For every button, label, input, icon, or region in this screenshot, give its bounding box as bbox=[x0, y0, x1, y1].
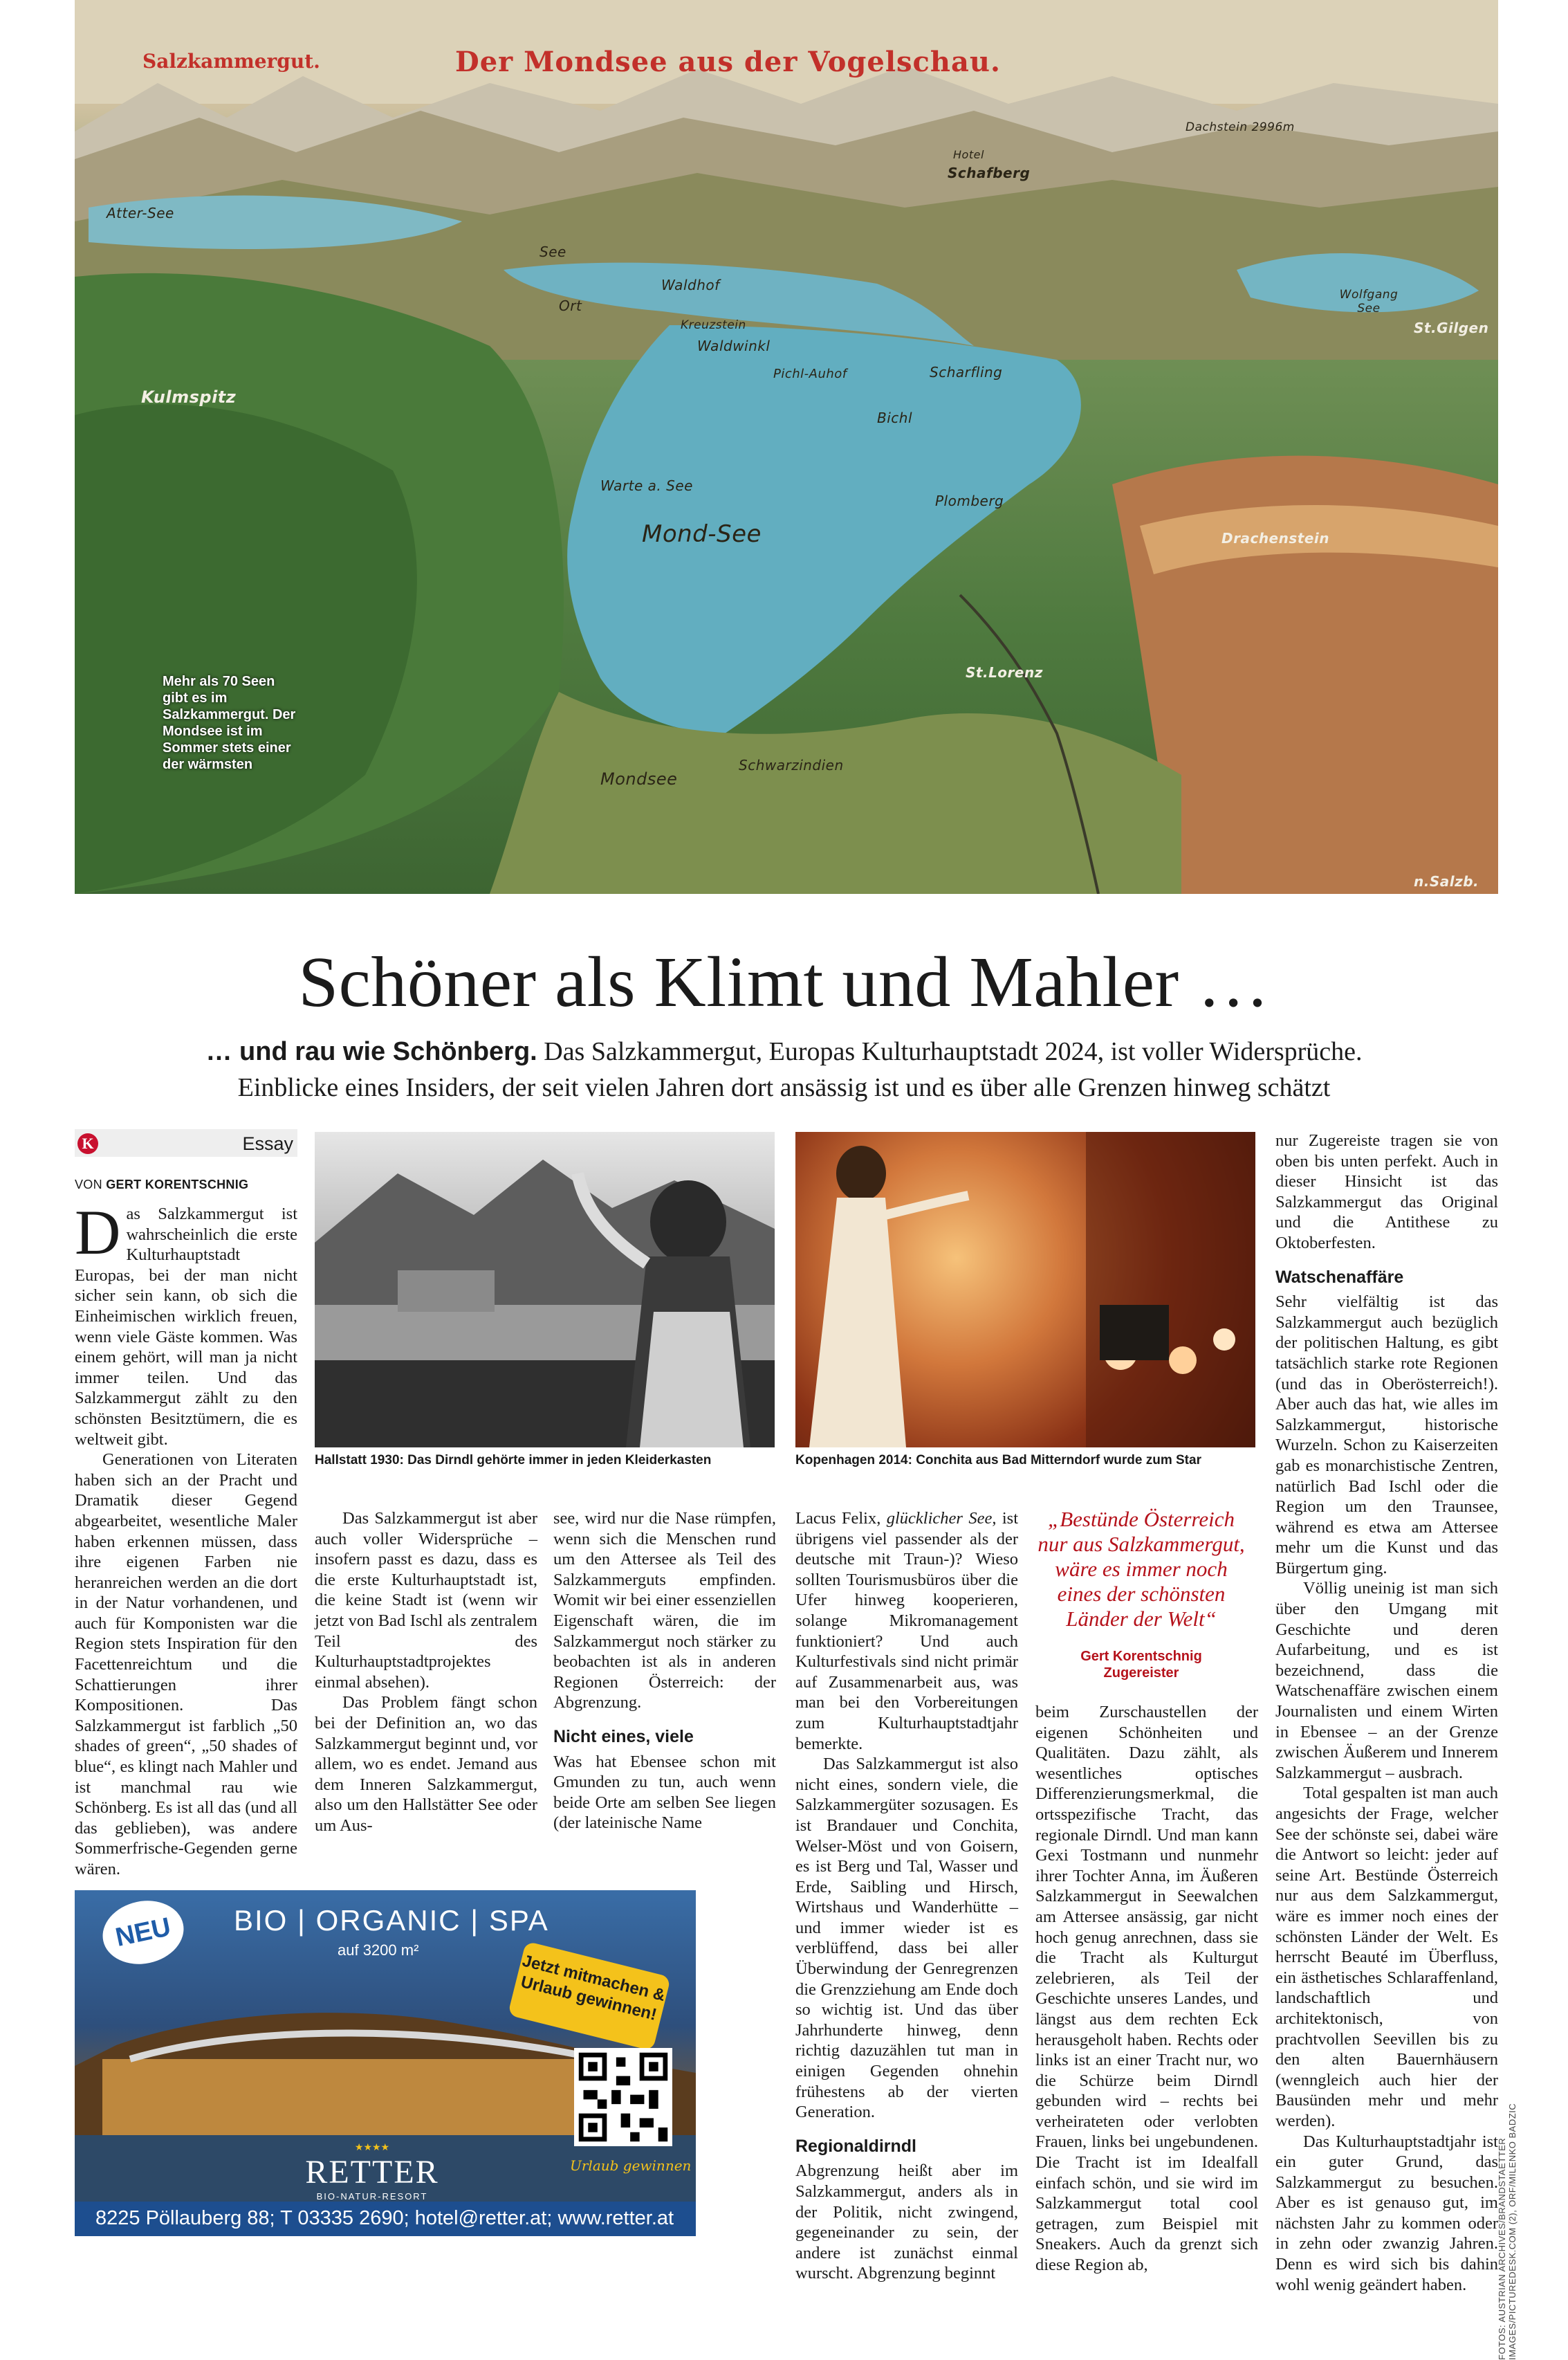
subheading-regionaldirndl: Regionaldirndl bbox=[795, 2136, 916, 2156]
kurier-k-icon: K bbox=[77, 1133, 98, 1154]
ad-promo-badge[interactable]: Jetzt mitmachen & Urlaub gewinnen! bbox=[508, 1941, 671, 2051]
map-label-plomberg: Plomberg bbox=[935, 493, 1004, 509]
map-label-stlorenz: St.Lorenz bbox=[966, 664, 1043, 681]
map-label-bichl: Bichl bbox=[877, 410, 913, 426]
ad-stars: ★★★★ bbox=[354, 2142, 390, 2153]
headline: Schöner als Klimt und Mahler … bbox=[298, 942, 1270, 1022]
map-label-pichl-auhof: Pichl-Auhof bbox=[773, 367, 847, 381]
photo-conchita-2014 bbox=[795, 1132, 1255, 1447]
article-paragraph: Das Kulturhauptstadtjahr ist ein guter Grund, das Salzkammergut zu besuchen. Aber es ist genauso gut, im nächsten Jahr zu kommen oder in zehn oder zwanzig Jahren. Denn es wird sich bis dahin wohl wenig geändert haben. bbox=[1275, 2132, 1498, 2294]
pull-quote-author bbox=[1037, 1648, 1245, 1681]
article-column-3 bbox=[553, 1508, 776, 1833]
map-title: Der Mondsee aus der Vogelschau. bbox=[455, 46, 1001, 78]
text-span: , ist übrigens viel passender als der deutsche mit Traun-)? Wieso sollten Tourismusbüros über die Ufer hinweg kooperieren, solange Mikromanagement funktioniert? Und auch Kulturfestivals sind nicht primär auf Zusammenarbeit aus, was man bei den Vorbereitungen zum Kulturhauptstadtjahr bemerkte. bbox=[795, 1509, 1018, 1753]
quote-author-name: Gert Korentschnig bbox=[1080, 1649, 1202, 1664]
map-label-stgilgen: St.Gilgen bbox=[1414, 320, 1489, 336]
article-paragraph: Das Salzkammergut ist aber auch voller Widersprüche – insofern passt es dazu, dass es die erste Kulturhauptstadt ist, die keine Stadt ist (wenn wir jetzt von Bad Ischl als zentralem Teil des Kulturhauptstadtprojektes einmal absehen). bbox=[315, 1509, 537, 1692]
article-column-5 bbox=[1035, 1702, 1258, 2276]
article-paragraph: Das Salzkammergut ist also nicht eines, sondern viele, die Salzkammergüter sozusagen. Es ist Brandauer und Conchita, Welser-Möst und von Goisern, es ist Berg und Tal, Wasser und Erde, Saibling und Hirsch, Wirtshaus und Wanderhütte – und immer wieder ist es verblüffend, dass bei aller Überwindung der Genregrenzen die Grenzziehung am Ende doch so wichtig ist. Und das über Jahrhunderte hinweg, denn richtig dazuzählen tut man in einigen Gegenden ohnehin frühestens ab der vierten Generation. bbox=[795, 1755, 1018, 2122]
byline-name: GERT KORENTSCHNIG bbox=[106, 1178, 249, 1191]
map-label-see: See bbox=[539, 244, 566, 260]
photo-credit: FOTOS: AUSTRIAN ARCHIVES/BRANDSTAETTER IMAGES/PICTUREDESK.COM (2), ORF/MILENKO BADZIC bbox=[1497, 2103, 1518, 2360]
photo-hallstatt-drawing bbox=[315, 1132, 775, 1447]
photo-caption-1: Hallstatt 1930: Das Dirndl gehörte immer in jeden Kleiderkasten bbox=[315, 1453, 712, 1467]
article-paragraph: Sehr vielfältig ist das Salzkammergut auch bezüglich der politischen Haltung, es gibt tatsächlich starke rote Regionen (und das in Oberösterreich!). Aber auch das hat, wie alles im Salzkammergut, historische Wurzeln. Schon zu Kaiserzeiten gab es monarchistische Zentren, natürlich Bad Ischl oder die Region um den Traunsee, während es etwa am Attersee mehr um die Kunst und das Bürgertum ging. bbox=[1275, 1292, 1498, 1577]
text-span: Lacus Felix, bbox=[795, 1509, 887, 1528]
section-label: Essay bbox=[242, 1133, 293, 1154]
ad-contact[interactable]: 8225 Pöllauberg 88; T 03335 2690; hotel@retter.at; www.retter.at bbox=[95, 2207, 674, 2229]
deck-line-1-rest: Das Salzkammergut, Europas Kulturhauptstadt 2024, ist voller Widersprüche. bbox=[537, 1037, 1363, 1066]
advertisement-retter[interactable] bbox=[75, 1886, 696, 2236]
map-label-mondsee-lake: Mond-See bbox=[642, 520, 762, 548]
pull-quote: „Bestünde Österreich nur aus Salzkammergut, wäre es immer noch eines der schönsten Länder der Welt“ bbox=[1037, 1507, 1245, 1631]
article-paragraph: Was hat Ebensee schon mit Gmunden zu tun, auch wenn beide Orte am selben See liegen (der lateinische Name bbox=[553, 1752, 776, 1833]
map-label-drachenstein: Drachenstein bbox=[1221, 530, 1329, 547]
map-label-kreuzstein: Kreuzstein bbox=[681, 318, 746, 332]
qr-code-icon[interactable] bbox=[574, 2048, 672, 2146]
deck-line-2: Einblicke eines Insiders, der seit vielen Jahren dort ansässig ist und es über alle Grenzen hinweg schätzt bbox=[237, 1073, 1331, 1102]
hero-map-illustration bbox=[75, 0, 1498, 894]
map-label-wolfgangsee: Wolfgang See bbox=[1339, 288, 1399, 315]
article-column-2 bbox=[315, 1508, 537, 1836]
qr-code-pattern bbox=[574, 2048, 672, 2146]
map-label-schwarzindien: Schwarzindien bbox=[739, 757, 844, 774]
map-label-salzburg: n.Salzb. bbox=[1414, 873, 1479, 890]
text-italic: glücklicher See bbox=[886, 1509, 993, 1528]
article-column-4 bbox=[795, 1508, 1018, 2284]
article-paragraph: see, wird nur die Nase rümpfen, wenn sich die Menschen rund um den Attersee als Teil des Salzkammerguts empfinden. Womit wir bei einer essenziellen Eigenschaft wären, die im Salzkammergut noch stärker zu beobachten ist als in anderen Regionen Österreich: der Abgrenzung. bbox=[553, 1509, 776, 1712]
article-paragraph: Das Problem fängt schon bei der Definition an, wo das Salzkammergut beginnt und, vor allem, wo es endet. Jemand aus dem Inneren Salzkammergut, also um den Hallstätter See oder um Aus- bbox=[315, 1693, 537, 1835]
ad-logo bbox=[282, 2142, 462, 2202]
article-paragraph: as Salzkammergut ist wahrscheinlich die erste Kulturhauptstadt Europas, bei der man nicht sicher sein kann, ob sich die Einheimischen wirklich freuen, wenn viele Gäste kommen. Was einem gehört, will man ja nicht immer teilen. Und das Salzkammergut zählt zu den schönsten Besitztümern, die es weltweit gibt. bbox=[75, 1205, 297, 1449]
photo-hallstatt-1930 bbox=[315, 1132, 775, 1447]
deck-lead: … und rau wie Schönberg. bbox=[205, 1037, 537, 1066]
article-column-6 bbox=[1275, 1131, 1498, 2295]
map-region-title: Salzkammergut. bbox=[142, 50, 320, 73]
article-paragraph: Total gespalten ist man auch angesichts der Frage, welcher See der schönste sei, dabei wäre die Antwort so leicht: jeder auf seine Art. Bestünde Österreich nur aus dem Salzkammergut, wäre es immer noch eines der schönsten Länder der Welt. Es herrscht Beauté im Überfluss, ein ästhetisches Schlaraffenland, landschaftlich und architektonisch, von prachtvollen Seevillen bis zu den alten Bauernhäusern (wenngleich auch hier der Bausünden mehr und mehr werden). bbox=[1275, 1784, 1498, 2130]
ad-script-text: Urlaub gewinnen bbox=[570, 2157, 692, 2174]
photo-conchita-drawing bbox=[795, 1132, 1255, 1447]
map-label-waldwinkl: Waldwinkl bbox=[697, 338, 771, 354]
ad-new-badge: NEU bbox=[97, 1894, 190, 1972]
ad-brand: RETTER bbox=[305, 2154, 439, 2190]
byline bbox=[75, 1178, 248, 1192]
map-label-mondsee-town: Mondsee bbox=[600, 769, 678, 789]
map-label-warte: Warte a. See bbox=[600, 477, 693, 494]
deck-line-1 bbox=[0, 1036, 1568, 1067]
article-paragraph: Völlig uneinig ist man sich über den Umgang mit Geschichte und deren Aufarbeitung, und es ist bezeichnend, dass die Watschenaffäre zwischen einem Journalisten und einem Wirten in Ebensee – an der Grenze zwischen Äußerem und Innerem Salzkammergut – ausbrach. bbox=[1275, 1579, 1498, 1782]
ad-brand-tag: BIO-NATUR-RESORT bbox=[316, 2191, 428, 2202]
article-paragraph: Generationen von Literaten haben sich an der Pracht und Dramatik dieser Gegend abgearbeitet, wesentliche Maler haben erkennen müssen, dass ihre eigenen Farben nie heranreichen werden an die dort in der Natur vorhandenen, und auch für Komponisten war die Region stets Inspiration für den Facettenreichtum und die Schattierungen ihrer Kompositionen. Das Salzkammergut ist farblich „50 shades of green“, „50 shades of blue“, es klingt nach Mahler und ist manchmal rau wie Schönberg. Es ist all das (und all das geblieben), was andere Sommerfrische-Gegenden gerne wären. bbox=[75, 1450, 297, 1878]
map-label-waldhof: Waldhof bbox=[661, 277, 720, 293]
map-label-schafberg: Schafberg bbox=[948, 165, 1031, 181]
article-paragraph: Abgrenzung heißt aber im Salzkammergut, anders als in der Politik, nicht zwingend, gegeneinander zu sein, der andere ist zunächst einmal wurscht. Abgrenzung beginnt bbox=[795, 2161, 1018, 2283]
article-paragraph bbox=[795, 1508, 1018, 1754]
ad-subtitle: auf 3200 m² bbox=[338, 1941, 419, 1959]
map-label-scharfling: Scharfling bbox=[930, 364, 1003, 381]
article-paragraph: beim Zurschaustellen der eigenen Schönheiten und Qualitäten. Dazu zählt, als wesentliches optisches Differenzierungsmerkmal, die ortsspezifische Tracht, das regionale Dirndl. Und man kann Gexi Tostmann und nunmehr ihrer Tochter Anna, im Äußeren Salzkammergut in Seewalchen am Attersee ansässig, gar nicht hoch genug anrechnen, dass sie die Tracht als Kulturgut zelebrieren, als Teil der Geschichte unseres Landes, und längst aus dem rechten Eck herausgeholt haben. Rechts oder links ist an einer Tracht nur, wo die Schürze beim Dirndl gebunden wird – rechts bei verheirateten oder verlobten Frauen, links bei ungebundenen. Die Tracht ist im Idealfall einfach schön, und sie wird im Salzkammergut total cool getragen, zum Beispiel mit Sneakers. Auch da grenzt sich diese Region ab, bbox=[1035, 1703, 1258, 2275]
article-column-1 bbox=[75, 1197, 297, 1880]
map-label-attersee: Atter-See bbox=[107, 205, 174, 221]
map-label-hotel: Hotel bbox=[953, 148, 984, 161]
photo-caption-2: Kopenhagen 2014: Conchita aus Bad Mitterndorf wurde zum Star bbox=[795, 1453, 1201, 1467]
map-label-dachstein: Dachstein 2996m bbox=[1186, 120, 1295, 134]
subheading-nicht-eines: Nicht eines, viele bbox=[553, 1726, 694, 1746]
article-paragraph: nur Zugereiste tragen sie von oben bis unten perfekt. Auch in dieser Hinsicht ist das Salzkammergut das Original und die Antithese zu Oktoberfesten. bbox=[1275, 1131, 1498, 1252]
dropcap: D bbox=[75, 1197, 121, 1268]
byline-prefix: VON bbox=[75, 1178, 107, 1191]
hero-caption: Mehr als 70 Seen gibt es im Salzkammergut. Der Mondsee ist im Sommer stets einer der wärmsten bbox=[163, 674, 296, 772]
ad-title: BIO | ORGANIC | SPA bbox=[234, 1904, 549, 1937]
subheading-watschenaffaere: Watschenaffäre bbox=[1275, 1267, 1404, 1287]
quote-author-role: Zugereister bbox=[1103, 1665, 1179, 1681]
map-label-kulmspitz: Kulmspitz bbox=[141, 387, 237, 407]
map-label-ort: Ort bbox=[559, 298, 582, 314]
